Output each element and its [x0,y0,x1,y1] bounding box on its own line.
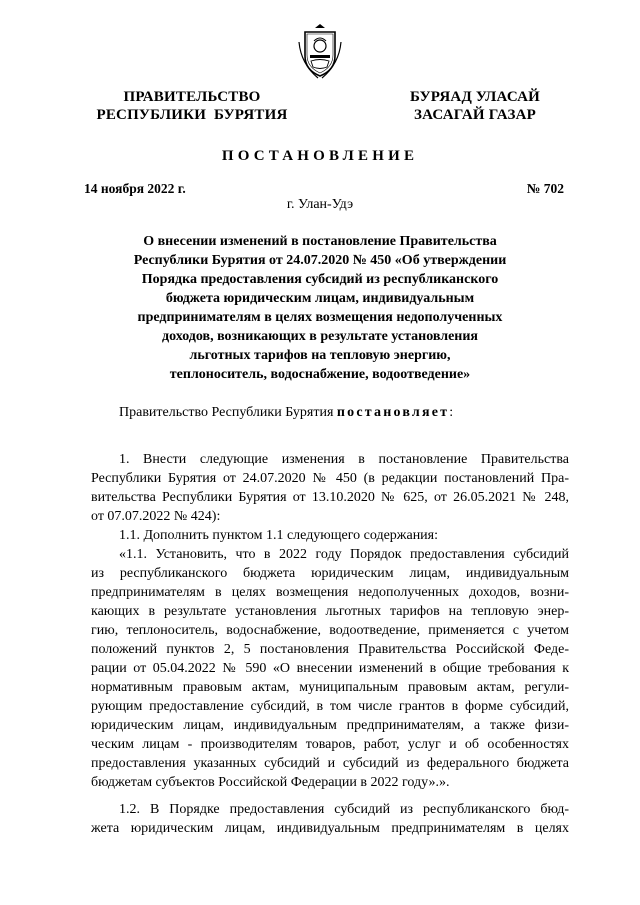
body-line: предпринимателям в целях возмещения недополученных доходов, возни- [91,585,569,600]
body-line: предоставления указанных субсидий и субсидий из федерального бюджета [91,756,569,771]
body-line: 1.1. Дополнить пунктом 1.1 следующего содержания: [119,528,439,543]
body-line: вительства Республики Бурятия от 13.10.2020 № 625, от 26.05.2021 № 248, [91,490,569,505]
document-type-title: ПОСТАНОВЛЕНИЕ [221,148,419,164]
body-line: юридическим лицам, индивидуальным предпринимателям, а также физи- [91,718,569,733]
header-right-line: ЗАСАГАЙ ГАЗАР [414,107,536,123]
body-line: «1.1. Установить, что в 2022 году Порядок предоставления субсидий [119,547,569,562]
subject-line: льготных тарифов на тепловую энергию, [189,348,451,363]
body-line: нормативным правовым актам, муниципальным правовым актам, регули- [91,680,569,695]
body-line: кающих в результате установления льготных тарифов на тепловую энер- [91,604,569,619]
subject-line: Республики Бурятия от 24.07.2020 № 450 «Об утверждении [133,253,507,268]
government-name-buryat [386,88,564,124]
document-city: г. Улан-Удэ [286,197,354,212]
subject-line: доходов, возникающих в результате установления [162,329,478,344]
document-date: 14 ноября 2022 г. [84,181,186,196]
subject-line: теплоноситель, водоснабжение, водоотведение» [169,367,471,382]
preamble-colon: : [449,405,454,420]
subject-line: бюджета юридическим лицам, индивидуальным [165,291,475,306]
body-line: гию, теплоноситель, водоснабжение, водоотведение, применяется с учетом [91,623,569,638]
government-name-russian [82,88,302,124]
body-line: бюджетам субъектов Российской Федерации в 2022 году».». [91,775,450,790]
preamble-text: Правительство Республики Бурятия [119,405,337,420]
header-left-line: ПРАВИТЕЛЬСТВО [123,89,261,105]
body-line: положений пунктов 2, 5 постановления Правительства Российской Феде- [91,642,569,657]
body-line: от 07.07.2022 № 424): [91,509,221,524]
body-line: 1.2. В Порядке предоставления субсидий из республиканского бюд- [119,802,569,817]
body-line: 1. Внести следующие изменения в постановление Правительства [119,452,569,467]
subject-line: Порядка предоставления субсидий из республиканского [141,272,499,287]
coat-of-arms-icon [297,22,343,80]
preamble-emphasis: постановляет [336,405,450,420]
subject-line: предпринимателям в целях возмещения недополученных [137,310,503,325]
body-line: рации от 05.04.2022 № 590 «О внесении изменений в общие требования к [91,661,569,676]
body-line: ческим лицам - производителям товаров, работ, услуг и об особенностях [91,737,569,752]
body-line: Республики Бурятия от 24.07.2020 № 450 (в редакции постановлений Пра- [91,471,569,486]
subject-line: О внесении изменений в постановление Правительства [143,234,497,249]
document-number: № 702 [526,181,564,196]
body-line: жета юридическим лицам, индивидуальным предпринимателям в целях [91,821,569,836]
document-subject [118,232,522,384]
header-right-line: БУРЯАД УЛАСАЙ [409,89,541,105]
body-line: из республиканского бюджета юридическим лицам, индивидуальным [91,566,569,581]
body-line: рующим предоставление субсидий, в том числе грантов в форме субсидий, [91,699,569,714]
preamble [91,403,569,422]
header-left-line: РЕСПУБЛИКИ БУРЯТИЯ [96,107,288,123]
